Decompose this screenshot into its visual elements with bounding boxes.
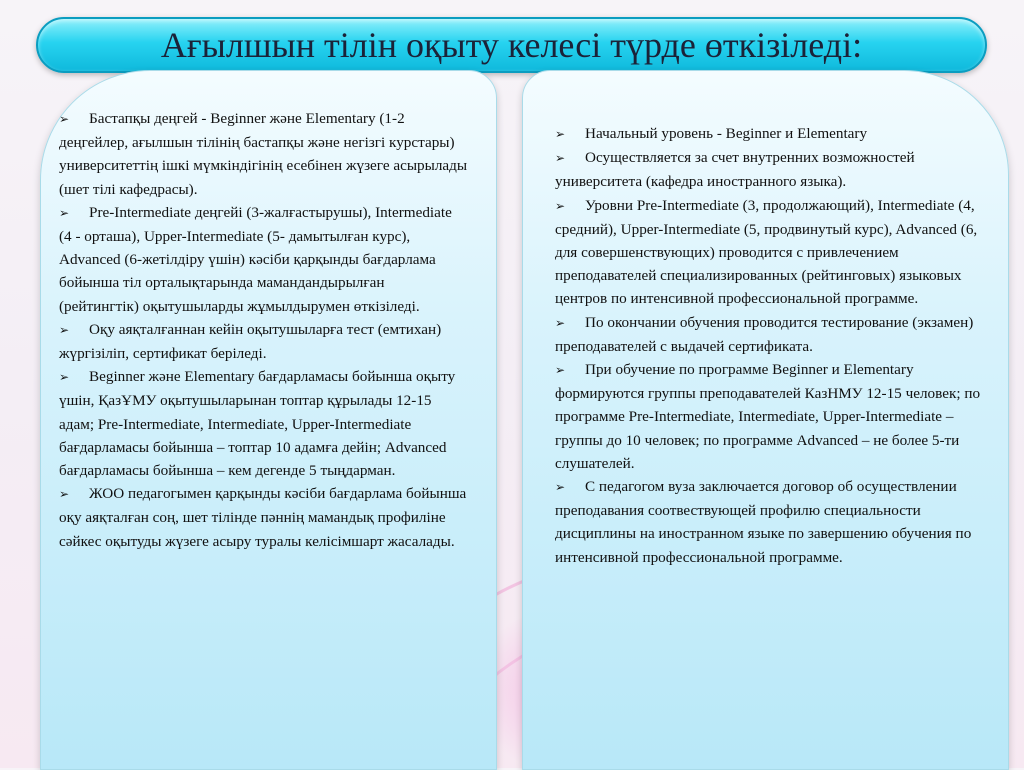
list-item [59, 201, 468, 318]
list-item [555, 475, 990, 569]
list-item-text: ЖОО педагогымен қарқынды кәсіби бағдарлама бойынша оқу аяқталған соң, шет тілінде пәннің мамандық профиліне сәйкес оқытуды жүзеге асыру туралы келісімшарт жасалады. [59, 485, 467, 550]
bullet-arrow-icon: ➢ [555, 127, 566, 141]
list-item [59, 107, 468, 201]
bullet-arrow-icon: ➢ [59, 112, 70, 126]
bullet-arrow-icon: ➢ [59, 205, 70, 220]
list-item [59, 482, 468, 553]
list-item [555, 311, 990, 358]
list-item-text: Beginner және Elementary бағдарламасы бойынша оқыту үшін, ҚазҰМУ оқытушыларынан топтар құрылады 12-15 адам; Pre-Intermediate, Intermediate, Upper-Intermediate бағдарламасы бойынша – топтар 10 адамға дейін; Advanced бағдарламасы бойынша – кем дегенде 5 тыңдарман. [59, 368, 456, 480]
slide-title: Ағылшын тілін оқыту келесі түрде өткізіледі: [160, 25, 863, 65]
list-item-text: Бастапқы деңгей - Beginner және Elementary (1-2 деңгейлер, ағылшын тілінің бастапқы және негізгі курстары) университеттің ішкі мүмкіндігінің есебінен жүзеге асырылады (шет тілі кафедрасы). [59, 110, 468, 198]
bullet-arrow-icon: ➢ [59, 322, 70, 337]
bullet-arrow-icon: ➢ [555, 480, 566, 495]
list-item [59, 365, 468, 482]
list-item [555, 194, 990, 311]
bullet-arrow-icon: ➢ [555, 363, 566, 378]
list-item [555, 146, 990, 193]
list-item-text: Pre-Intermediate деңгейі (3-жалғастырушы), Intermediate (4 - орташа), Upper-Intermediate (5- дамытылған курс), Advanced (6-жетілдіру үшін) кәсіби қарқынды бағдарлама бойынша тіл орталықтарында мамандандырылған (рейтингтік) оқытушыларды жұмылдырумен өткізіледі. [59, 203, 452, 315]
list-item [59, 318, 468, 365]
title-bar [36, 17, 987, 73]
list-item [555, 122, 990, 146]
list-item-text: Уровни Pre-Intermediate (3, продолжающий), Intermediate (4, средний), Upper-Intermediate (5, продвинутый курс), Advanced (6, для совершенствующих) проводится с привлечением преподавателей специализированных (рейтинговых) языковых центров по интенсивной профессиональной программе. [555, 196, 978, 308]
list-item-text: Начальный уровень - Beginner и Elementary [585, 125, 868, 142]
list-item-text: При обучение по программе Beginner и Elementary формируются группы преподавателей КазНМУ 12-15 человек; по программе Pre-Intermediate, Intermediate, Upper-Intermediate – группы до 10 человек; по программе Advanced – не более 5-ти слушателей. [555, 361, 981, 472]
bullet-arrow-icon: ➢ [59, 487, 70, 502]
list-item [555, 358, 990, 475]
right-panel-russian [522, 70, 1009, 770]
left-panel-kazakh [40, 70, 497, 770]
list-item-text: С педагогом вуза заключается договор об осуществлении преподавания соотвествующей профилю специальности дисциплины на иностранном языке по завершению обучения по интенсивной профессиональной программе. [555, 478, 972, 566]
list-item-text: Оқу аяқталғаннан кейін оқытушыларға тест (емтихан) жүргізіліп, сертификат беріледі. [59, 320, 442, 363]
bullet-arrow-icon: ➢ [555, 198, 566, 213]
bullet-arrow-icon: ➢ [555, 315, 566, 330]
bullet-arrow-icon: ➢ [59, 370, 70, 385]
list-item-text: По окончании обучения проводится тестирование (экзамен) преподавателей с выдачей сертификата. [555, 313, 974, 355]
bullet-arrow-icon: ➢ [555, 151, 566, 166]
list-item-text: Осуществляется за счет внутренних возможностей университета (кафедра иностранного языка). [555, 149, 915, 191]
